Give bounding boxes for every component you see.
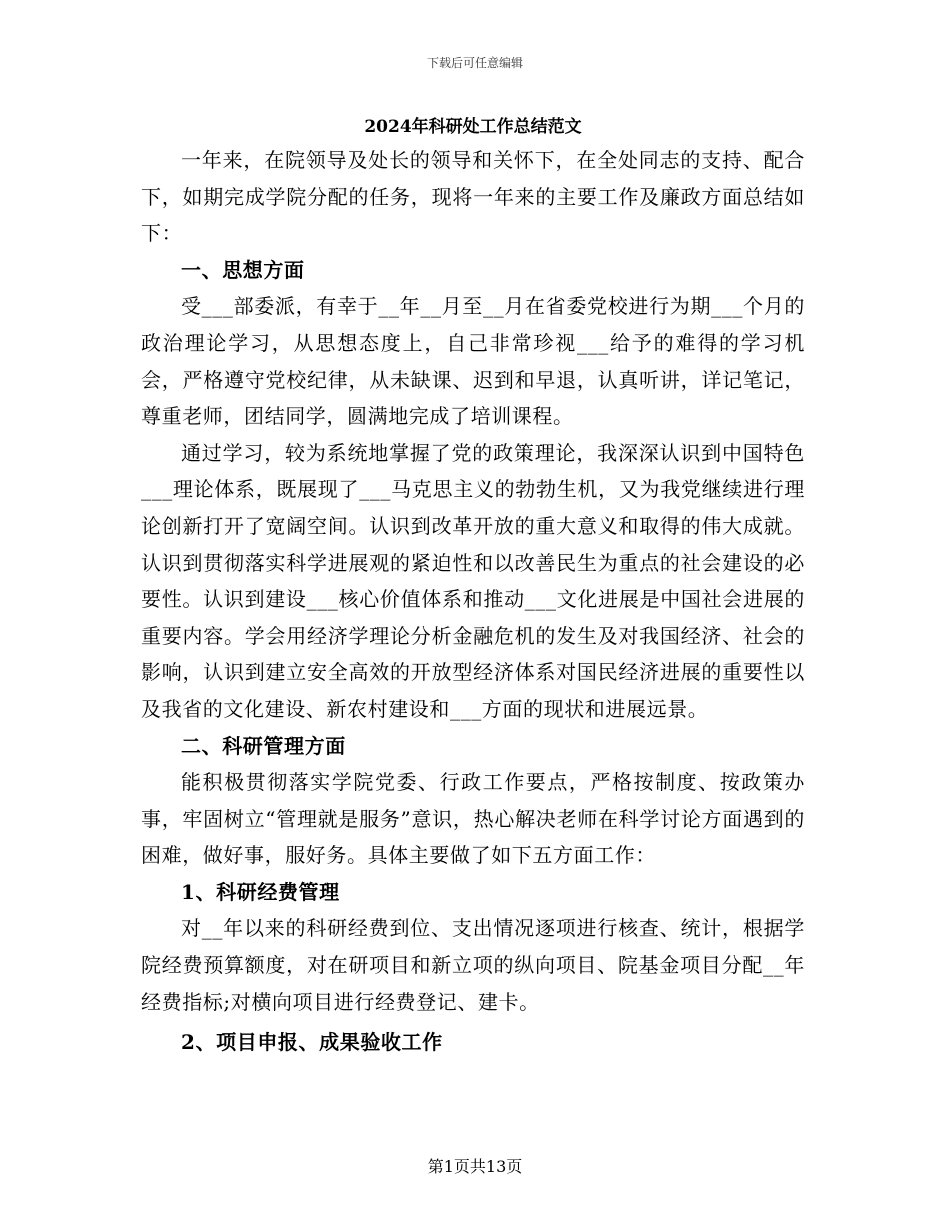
subsection-heading-1: 1、科研经费管理 <box>181 879 340 904</box>
section-heading-2: 二、科研管理方面 <box>181 733 346 758</box>
page-header-note: 下载后可任意编辑 <box>426 56 523 70</box>
section-heading-1: 一、思想方面 <box>181 257 305 282</box>
paragraph-3: 能积极贯彻落实学院党委、行政工作要点，严格按制度、按政策办事，牢固树立“管理就是服务”意识，热心解决老师在科学讨论方面遇到的困难，做好事，服好务。具体主要做了如下五方面工作： <box>141 770 805 868</box>
paragraph-2: 通过学习，较为系统地掌握了党的政策理论，我深深认识到中国特色___理论体系，既展现了___马克思主义的勃勃生机，又为我党继续进行理论创新打开了宽阔空间。认识到改革开放的重大意义和取得的伟大成就。认识到贯彻落实科学进展观的紧迫性和以改善民生为重点的社会建设的必要性。认识到建设___核心价值体系和推动___文化进展是中国社会进展的重要内容。学会用经济学理论分析金融危机的发生及对我国经济、社会的影响，认识到建立安全高效的开放型经济体系对国民经济进展的重要性以及我省的文化建设、新农村建设和___方面的现状和进展远景。 <box>141 440 805 721</box>
paragraph-1: 受___部委派，有幸于__年__月至__月在省委党校进行为期___个月的政治理论学习，从思想态度上，自己非常珍视___给予的难得的学习机会，严格遵守党校纪律，从未缺课、迟到和早退，认真听讲，详记笔记，尊重老师，团结同学，圆满地完成了培训课程。 <box>141 294 805 429</box>
document-title: 2024年科研处工作总结范文 <box>364 117 582 137</box>
document-body <box>141 112 805 1061</box>
subsection-heading-2: 2、项目申报、成果验收工作 <box>181 1030 443 1055</box>
intro-paragraph: 一年来，在院领导及处长的领导和关怀下，在全处同志的支持、配合下，如期完成学院分配的任务，现将一年来的主要工作及廉政方面总结如下： <box>141 148 805 246</box>
paragraph-4: 对__年以来的科研经费到位、支出情况逐项进行核查、统计，根据学院经费预算额度，对在研项目和新立项的纵向项目、院基金项目分配__年经费指标;对横向项目进行经费登记、建卡。 <box>141 916 805 1014</box>
page-number: 第1页共13页 <box>427 1157 523 1176</box>
